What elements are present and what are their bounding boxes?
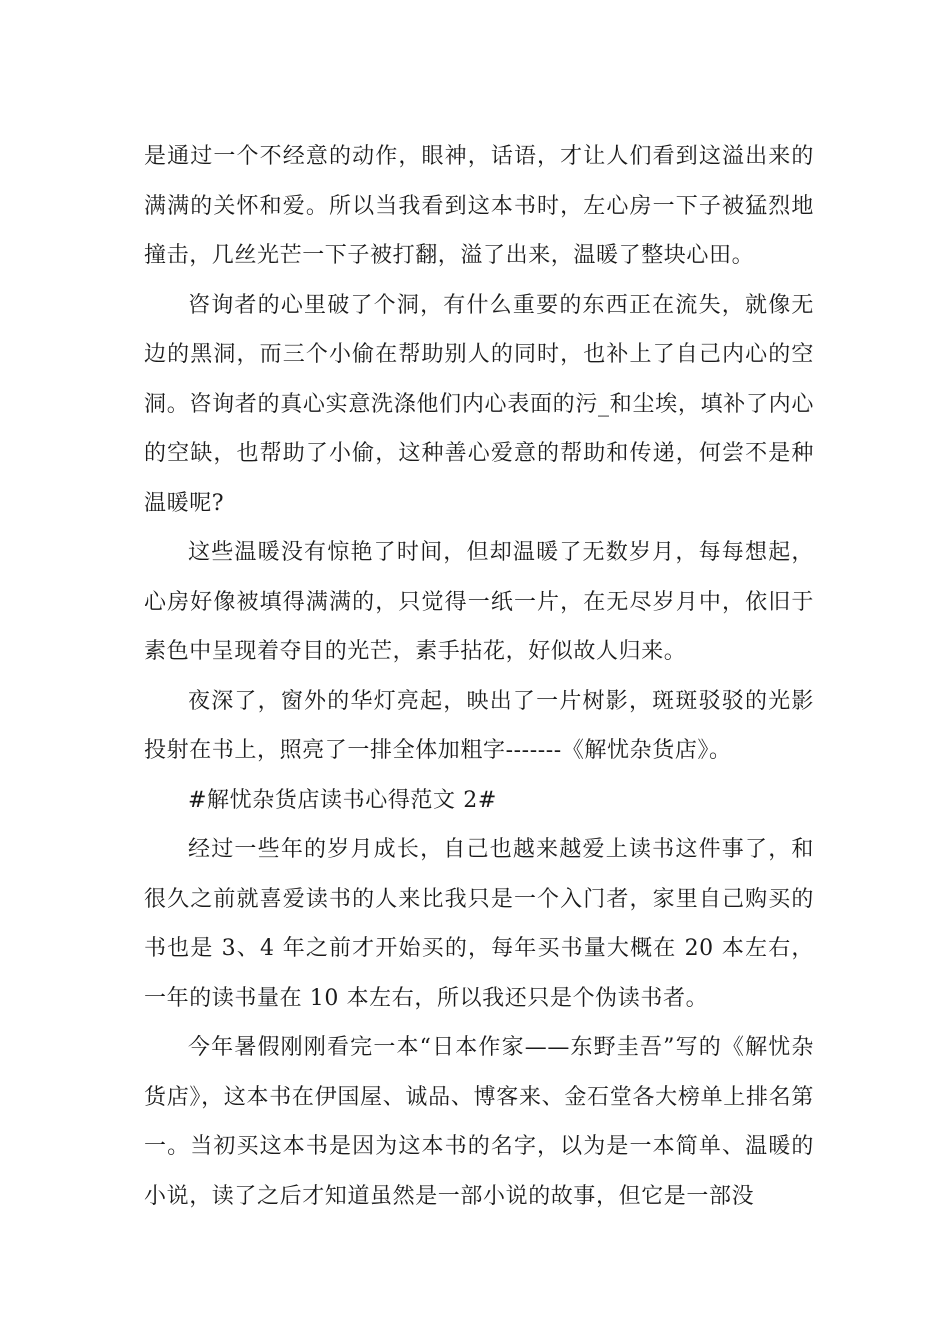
paragraph-4: 夜深了，窗外的华灯亮起，映出了一片树影，斑斑驳驳的光影投射在书上，照亮了一排全体加粗字-------《解忧杂货店》。 [144,688,814,763]
document-body [144,132,814,1221]
paragraph-5: 经过一些年的岁月成长，自己也越来越爱上读书这件事了，和很久之前就喜爱读书的人来比我只是一个入门者，家里自己购买的书也是 3、4 年之前才开始买的，每年买书量大概在 20 本左右，一年的读书量在 10 本左右，所以我还只是个伪读书者。 [144,837,814,1011]
paragraph-2: 咨询者的心里破了个洞，有什么重要的东西正在流失，就像无边的黑洞，而三个小偷在帮助别人的同时，也补上了自己内心的空洞。咨询者的真心实意洗涤他们内心表面的污_和尘埃，填补了内心的空缺，也帮助了小偷，这种善心爱意的帮助和传递，何尝不是种温暖呢? [144,292,814,516]
paragraph-6: 今年暑假刚刚看完一本“日本作家——东野圭吾”写的《解忧杂货店》，这本书在伊国屋、诚品、博客来、金石堂各大榜单上排名第一。当初买这本书是因为这本书的名字，以为是一本简单、温暖的小说，读了之后才知道虽然是一部小说的故事，但它是一部没 [144,1035,814,1209]
paragraph-1: 是通过一个不经意的动作，眼神，话语，才让人们看到这溢出来的满满的关怀和爱。所以当我看到这本书时，左心房一下子被猛烈地撞击，几丝光芒一下子被打翻，溢了出来，温暖了整块心田。 [144,144,814,268]
section-heading: #解忧杂货店读书心得范文 2# [188,787,497,813]
paragraph-3: 这些温暖没有惊艳了时间，但却温暖了无数岁月，每每想起，心房好像被填得满满的，只觉得一纸一片，在无尽岁月中，依旧于素色中呈现着夺目的光芒，素手拈花，好似故人归来。 [144,540,814,664]
